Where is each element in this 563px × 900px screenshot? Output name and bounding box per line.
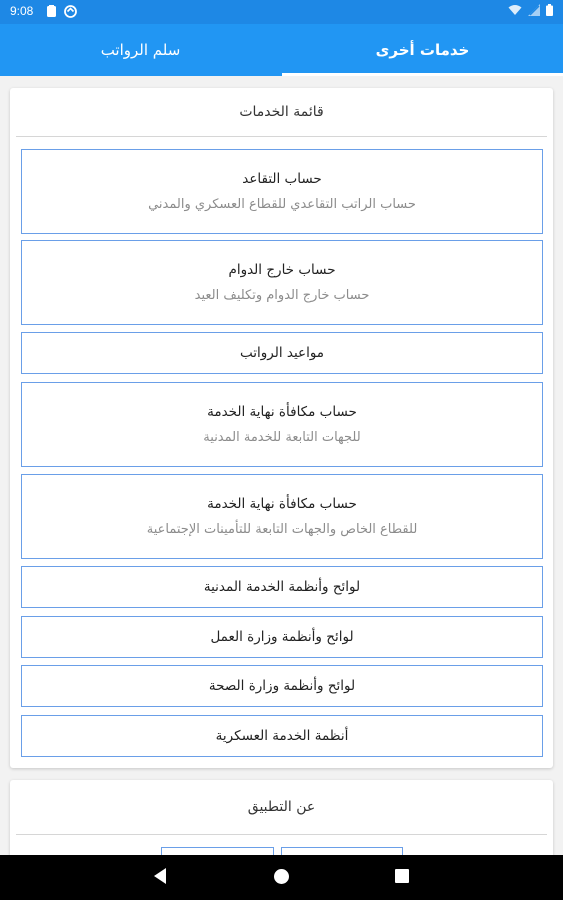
- service-item-subtitle: حساب خارج الدوام وتكليف العيد: [194, 288, 370, 303]
- about-button-left[interactable]: [161, 847, 274, 855]
- service-item-labor-regulations[interactable]: [21, 616, 543, 658]
- service-item-civil-regulations[interactable]: [21, 566, 543, 608]
- content-area[interactable]: [0, 76, 563, 855]
- home-icon[interactable]: [273, 868, 290, 885]
- service-item-subtitle: حساب الراتب التقاعدي للقطاع العسكري والمدني: [148, 197, 416, 212]
- service-item-military-regulations[interactable]: [21, 715, 543, 757]
- recents-icon[interactable]: [395, 869, 409, 883]
- service-item-eos-civil[interactable]: [21, 382, 543, 467]
- service-item-health-regulations[interactable]: [21, 665, 543, 707]
- service-item-title: حساب مكافأة نهاية الخدمة: [207, 404, 357, 420]
- notification-icon: [46, 5, 57, 18]
- service-item-subtitle: للجهات التابعة للخدمة المدنية: [203, 430, 361, 445]
- service-item-title: لوائح وأنظمة وزارة الصحة: [208, 678, 356, 694]
- sync-icon: [64, 5, 77, 18]
- back-icon[interactable]: [153, 867, 167, 885]
- services-card: [10, 88, 553, 768]
- status-time: 9:08: [10, 4, 34, 18]
- divider: [16, 834, 547, 835]
- about-card-title: عن التطبيق: [247, 799, 316, 815]
- app-bar: [0, 24, 563, 76]
- signal-icon: [528, 4, 540, 16]
- service-item-title: حساب خارج الدوام: [228, 262, 336, 278]
- services-card-title: قائمة الخدمات: [239, 104, 324, 120]
- status-bar: [0, 0, 563, 24]
- tab-label: سلم الرواتب: [100, 41, 181, 59]
- service-item-salary-dates[interactable]: [21, 332, 543, 374]
- divider: [16, 136, 547, 137]
- tab-salary-scale[interactable]: [0, 24, 281, 76]
- service-item-eos-private[interactable]: [21, 474, 543, 559]
- service-item-title: مواعيد الرواتب: [239, 345, 325, 361]
- battery-icon: [546, 4, 553, 16]
- service-item-title: لوائح وأنظمة الخدمة المدنية: [203, 579, 361, 595]
- tab-label: خدمات أخرى: [375, 41, 470, 59]
- service-item-title: حساب مكافأة نهاية الخدمة: [207, 496, 357, 512]
- service-item-title: أنظمة الخدمة العسكرية: [215, 728, 349, 744]
- service-item-overtime[interactable]: [21, 240, 543, 325]
- service-item-title: لوائح وأنظمة وزارة العمل: [210, 629, 354, 645]
- tab-other-services[interactable]: [282, 24, 563, 76]
- service-item-title: حساب التقاعد: [242, 171, 322, 187]
- about-button-right[interactable]: [281, 847, 403, 855]
- about-card: [10, 780, 553, 855]
- service-item-subtitle: للقطاع الخاص والجهات التابعة للتأمينات الإجتماعية: [146, 522, 418, 537]
- navigation-bar: [0, 855, 563, 900]
- wifi-icon: [508, 4, 522, 16]
- service-item-retirement[interactable]: [21, 149, 543, 234]
- status-icons: [508, 4, 553, 16]
